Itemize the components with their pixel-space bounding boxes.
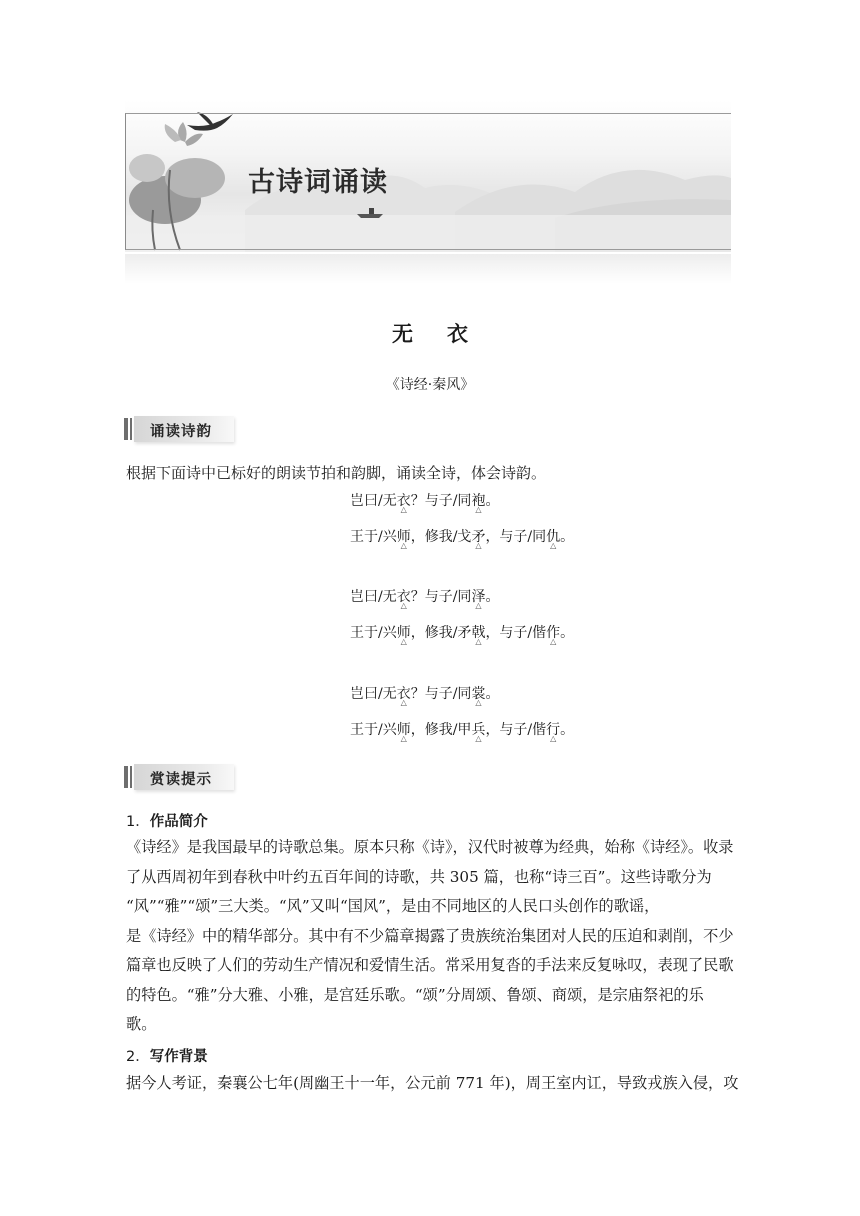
- section-label-text: 赏读提示: [150, 772, 212, 788]
- banner-frame: [125, 113, 731, 250]
- rhyme-mark: 衣 △: [397, 586, 411, 606]
- poem-line: 岂曰/无衣 △？与子/同裳 △。: [350, 683, 499, 703]
- section-label-recite: [124, 414, 236, 448]
- poem-title: [0, 318, 860, 348]
- paragraph-work-intro: [126, 833, 736, 1040]
- banner-title: 古诗词诵读: [248, 167, 388, 198]
- poem-title-char: 无: [392, 322, 413, 346]
- poem-line: 王于/兴师 △，修我/甲兵 △，与子/偕行 △。: [350, 719, 574, 739]
- sub-heading-background: 2．写作背景: [126, 1049, 208, 1065]
- text-line: 篇章也反映了人们的劳动生产情况和爱情生活。常采用复沓的手法来反复咏叹，表现了民歌: [126, 956, 734, 974]
- banner-shadow: [125, 254, 731, 284]
- text-line: 歌。: [126, 1015, 157, 1033]
- section-label-appreciate: [124, 762, 236, 796]
- poem-line: 岂曰/无衣 △？与子/同泽 △。: [350, 586, 499, 606]
- rhyme-mark: 衣 △: [397, 490, 411, 510]
- intro-text: 根据下面诗中已标好的朗读节拍和韵脚，诵读全诗，体会诗韵。: [126, 464, 547, 482]
- sub-heading-intro: 1．作品简介: [126, 814, 208, 830]
- rhyme-mark: 裳 △: [471, 683, 485, 703]
- text-line: “风”“雅”“颂”三大类。“风”又叫“国风”，是由不同地区的人民口头创作的歌谣，: [126, 897, 660, 915]
- rhyme-mark: 行 △: [546, 719, 560, 739]
- rhyme-mark: 师 △: [397, 719, 411, 739]
- text-line: 的特色。“雅”分大雅、小雅，是宫廷乐歌。“颂”分周颂、鲁颂、商颂，是宗庙祭祀的乐: [126, 985, 704, 1004]
- rhyme-mark: 仇 △: [546, 526, 560, 546]
- poem-line: 王于/兴师 △，修我/戈矛 △，与子/同仇 △。: [350, 526, 574, 546]
- poem-line: 岂曰/无衣 △？与子/同袍 △。: [350, 490, 499, 510]
- rhyme-mark: 泽 △: [471, 586, 485, 606]
- rhyme-mark: 衣 △: [397, 683, 411, 703]
- poem-line: 王于/兴师 △，修我/矛戟 △，与子/偕作 △。: [350, 622, 574, 642]
- rhyme-mark: 兵 △: [471, 719, 485, 739]
- text-line: 据今人考证，秦襄公七年(周幽王十一年，公元前 771 年)，周王室内讧，导致戎族入侵，攻: [126, 1074, 739, 1092]
- text-line: 了从西周初年到春秋中叶约五百年间的诗歌，共 305 篇，也称“诗三百”。这些诗歌分为: [126, 867, 712, 886]
- poem-source: 《诗经·秦风》: [385, 377, 475, 393]
- section-label-text: 诵读诗韵: [150, 424, 212, 440]
- poem-title-char: 衣: [447, 322, 468, 346]
- text-line: 是《诗经》中的精华部分。其中有不少篇章揭露了贵族统治集团对人民的压迫和剥削，不少: [126, 926, 734, 945]
- rhyme-mark: 师 △: [397, 526, 411, 546]
- rhyme-mark: 矛 △: [471, 526, 485, 546]
- paragraph-background: [126, 1069, 739, 1099]
- rhyme-mark: 戟 △: [471, 622, 485, 642]
- rhyme-mark: 师 △: [397, 622, 411, 642]
- rhyme-mark: 袍 △: [471, 490, 485, 510]
- rhyme-mark: 作 △: [546, 622, 560, 642]
- text-line: 《诗经》是我国最早的诗歌总集。原本只称《诗》，汉代时被尊为经典，始称《诗经》。收录: [126, 838, 734, 856]
